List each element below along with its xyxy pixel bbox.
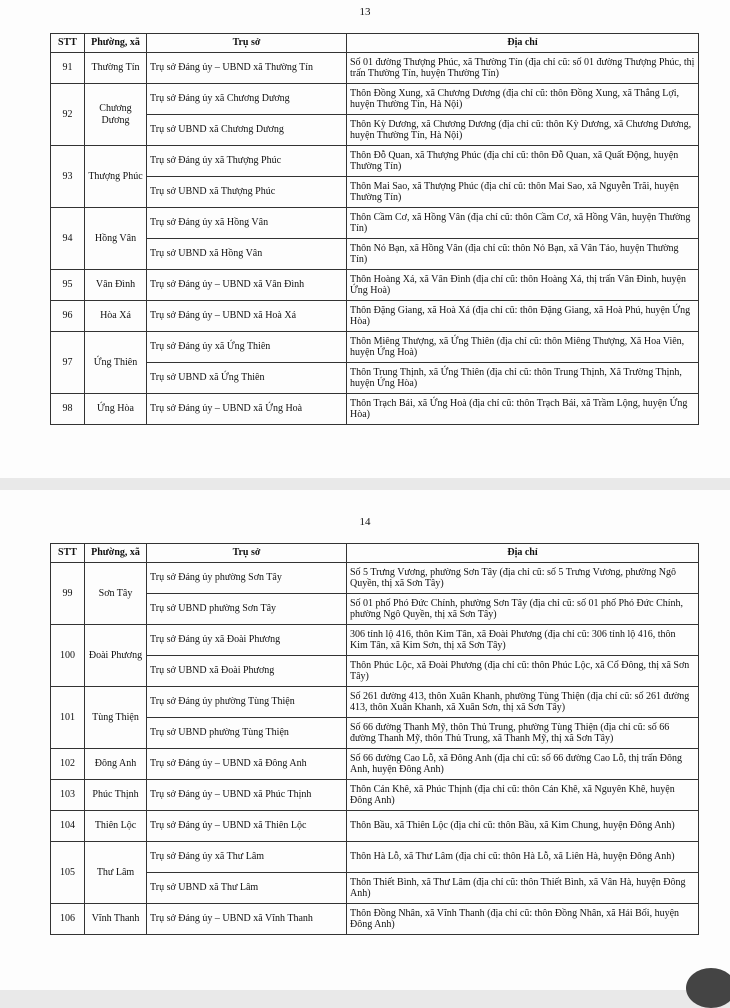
office-name: Trụ sở UBND xã Thư Lâm	[147, 873, 347, 904]
office-name: Trụ sở Đảng ủy – UBND xã Hoà Xá	[147, 301, 347, 332]
row-number: 105	[51, 842, 85, 904]
header-ward: Phường, xã	[85, 544, 147, 563]
table-row	[51, 904, 699, 935]
table-row	[51, 594, 699, 625]
office-name: Trụ sở Đảng ủy – UBND xã Đông Anh	[147, 749, 347, 780]
table-row	[51, 749, 699, 780]
table-row	[51, 656, 699, 687]
ward-name: Hồng Vân	[85, 208, 147, 270]
table-row	[51, 332, 699, 363]
office-name: Trụ sở UBND xã Hồng Vân	[147, 239, 347, 270]
office-name: Trụ sở UBND phường Tùng Thiện	[147, 718, 347, 749]
office-name: Trụ sở Đảng ủy – UBND xã Vĩnh Thanh	[147, 904, 347, 935]
office-address: Thôn Nỏ Bạn, xã Hồng Vân (địa chỉ cũ: thôn Nỏ Bạn, xã Vân Tảo, huyện Thường Tín)	[347, 239, 699, 270]
header-stt: STT	[51, 544, 85, 563]
office-address: Thôn Đặng Giang, xã Hoà Xá (địa chỉ cũ: thôn Đặng Giang, xã Hoà Phú, huyện Ứng Hòa)	[347, 301, 699, 332]
table-row	[51, 177, 699, 208]
row-number: 97	[51, 332, 85, 394]
row-number: 98	[51, 394, 85, 425]
row-number: 93	[51, 146, 85, 208]
header-stt: STT	[51, 34, 85, 53]
office-address-table	[50, 543, 699, 935]
office-address: Thôn Cầm Cơ, xã Hồng Vân (địa chỉ cũ: thôn Cầm Cơ, xã Hồng Vân, huyện Thường Tín)	[347, 208, 699, 239]
ward-name: Tùng Thiện	[85, 687, 147, 749]
office-address-table	[50, 33, 699, 425]
office-address: Thôn Đồng Xung, xã Chương Dương (địa chỉ cũ: thôn Đồng Xung, xã Thắng Lợi, huyện Thường Tín, Hà Nội)	[347, 84, 699, 115]
ward-name: Hòa Xá	[85, 301, 147, 332]
row-number: 99	[51, 563, 85, 625]
office-name: Trụ sở Đảng ủy – UBND xã Ứng Hoà	[147, 394, 347, 425]
office-address: Số 66 đường Thanh Mỹ, thôn Thủ Trung, phường Tùng Thiện (địa chỉ cũ: số 66 đường Thanh Mỹ, thôn Thủ Trung, xã Thanh Mỹ, thị xã Sơn Tây)	[347, 718, 699, 749]
office-name: Trụ sở Đảng ủy xã Hồng Vân	[147, 208, 347, 239]
office-name: Trụ sở UBND xã Chương Dương	[147, 115, 347, 146]
header-office: Trụ sở	[147, 544, 347, 563]
header-office: Trụ sở	[147, 34, 347, 53]
ward-name: Chương Dương	[85, 84, 147, 146]
table-row	[51, 842, 699, 873]
row-number: 106	[51, 904, 85, 935]
office-address: Số 01 phố Phó Đức Chính, phường Sơn Tây (địa chỉ cũ: số 01 phố Phó Đức Chính, phường Ngô Quyền, thị xã Sơn Tây)	[347, 594, 699, 625]
table-row	[51, 718, 699, 749]
table-body	[51, 563, 699, 935]
table-row	[51, 780, 699, 811]
table-row	[51, 625, 699, 656]
header-address: Địa chỉ	[347, 34, 699, 53]
table-row	[51, 563, 699, 594]
office-name: Trụ sở Đảng ủy phường Tùng Thiện	[147, 687, 347, 718]
table-row	[51, 208, 699, 239]
office-address: Thôn Mai Sao, xã Thượng Phúc (địa chỉ cũ: thôn Mai Sao, xã Nguyễn Trãi, huyện Thường Tín)	[347, 177, 699, 208]
table-row	[51, 84, 699, 115]
office-address: Số 01 đường Thượng Phúc, xã Thường Tín (địa chỉ cũ: số 01 đường Thượng Phúc, thị trấn Thường Tín, huyện Thường Tín)	[347, 53, 699, 84]
row-number: 94	[51, 208, 85, 270]
office-name: Trụ sở Đảng ủy xã Thư Lâm	[147, 842, 347, 873]
office-address: Thôn Hà Lỗ, xã Thư Lâm (địa chỉ cũ: thôn Hà Lỗ, xã Liên Hà, huyện Đông Anh)	[347, 842, 699, 873]
office-address: Thôn Trung Thịnh, xã Ứng Thiên (địa chỉ cũ: thôn Trung Thịnh, Xã Trường Thịnh, huyện Ứng Hòa)	[347, 363, 699, 394]
office-name: Trụ sở Đảng ủy xã Ứng Thiên	[147, 332, 347, 363]
ward-name: Vĩnh Thanh	[85, 904, 147, 935]
ward-name: Thường Tín	[85, 53, 147, 84]
office-address: 306 tỉnh lộ 416, thôn Kim Tân, xã Đoài Phương (địa chỉ cũ: 306 tỉnh lộ 416, thôn Kim Tân, xã Kim Sơn, thị xã Sơn Tây)	[347, 625, 699, 656]
ward-name: Thượng Phúc	[85, 146, 147, 208]
table-row	[51, 873, 699, 904]
office-address: Thôn Miêng Thượng, xã Ứng Thiên (địa chỉ cũ: thôn Miêng Thượng, Xã Hoa Viên, huyện Ứng Hoà)	[347, 332, 699, 363]
ward-name: Ứng Hòa	[85, 394, 147, 425]
ward-name: Thư Lâm	[85, 842, 147, 904]
ward-name: Thiên Lộc	[85, 811, 147, 842]
table-row	[51, 394, 699, 425]
page-number: 13	[359, 6, 371, 18]
table-row	[51, 687, 699, 718]
office-address: Số 5 Trưng Vương, phường Sơn Tây (địa chỉ cũ: số 5 Trưng Vương, phường Ngô Quyền, thị xã Sơn Tây)	[347, 563, 699, 594]
office-name: Trụ sở Đảng ủy xã Chương Dương	[147, 84, 347, 115]
row-number: 96	[51, 301, 85, 332]
office-name: Trụ sở UBND phường Sơn Tây	[147, 594, 347, 625]
ward-name: Sơn Tây	[85, 563, 147, 625]
office-address: Thôn Bầu, xã Thiên Lộc (địa chỉ cũ: thôn Bầu, xã Kim Chung, huyện Đông Anh)	[347, 811, 699, 842]
office-address: Thôn Đồng Nhân, xã Vĩnh Thanh (địa chỉ cũ: thôn Đồng Nhân, xã Hải Bối, huyện Đông Anh)	[347, 904, 699, 935]
table-row	[51, 301, 699, 332]
ward-name: Đông Anh	[85, 749, 147, 780]
office-address: Thôn Thiết Bình, xã Thư Lâm (địa chỉ cũ: thôn Thiết Bình, xã Vân Hà, huyện Đông Anh)	[347, 873, 699, 904]
page-number: 14	[359, 516, 371, 528]
ward-name: Đoài Phương	[85, 625, 147, 687]
row-number: 103	[51, 780, 85, 811]
ward-name: Phúc Thịnh	[85, 780, 147, 811]
row-number: 104	[51, 811, 85, 842]
overlay-button[interactable]	[686, 968, 730, 1008]
row-number: 92	[51, 84, 85, 146]
office-address: Số 261 đường 413, thôn Xuân Khanh, phường Tùng Thiện (địa chỉ cũ: số 261 đường 413, thôn Xuân Khanh, xã Xuân Sơn, thị xã Sơn Tây)	[347, 687, 699, 718]
office-name: Trụ sở Đảng ủy xã Thượng Phúc	[147, 146, 347, 177]
row-number: 101	[51, 687, 85, 749]
office-name: Trụ sở Đảng ủy xã Đoài Phương	[147, 625, 347, 656]
document-page-14	[0, 490, 730, 990]
office-name: Trụ sở Đảng ủy – UBND xã Thiên Lộc	[147, 811, 347, 842]
document-page-13	[0, 0, 730, 478]
table-row	[51, 811, 699, 842]
office-name: Trụ sở Đảng ủy – UBND xã Vân Đình	[147, 270, 347, 301]
ward-name: Ứng Thiên	[85, 332, 147, 394]
table-row	[51, 53, 699, 84]
table-row	[51, 115, 699, 146]
office-address: Thôn Kỳ Dương, xã Chương Dương (địa chỉ cũ: thôn Kỳ Dương, xã Chương Dương, huyện Thường Tín, Hà Nội)	[347, 115, 699, 146]
header-ward: Phường, xã	[85, 34, 147, 53]
office-name: Trụ sở UBND xã Đoài Phương	[147, 656, 347, 687]
table-header-row	[51, 34, 699, 53]
office-address: Thôn Cán Khê, xã Phúc Thịnh (địa chỉ cũ: thôn Cán Khê, xã Nguyên Khê, huyện Đông Anh)	[347, 780, 699, 811]
row-number: 91	[51, 53, 85, 84]
table-row	[51, 146, 699, 177]
table-body	[51, 53, 699, 425]
office-address: Thôn Trạch Bái, xã Ứng Hoà (địa chỉ cũ: thôn Trạch Bái, xã Trầm Lộng, huyện Ứng Hòa)	[347, 394, 699, 425]
table-row	[51, 239, 699, 270]
header-address: Địa chỉ	[347, 544, 699, 563]
office-address: Số 66 đường Cao Lỗ, xã Đông Anh (địa chỉ cũ: số 66 đường Cao Lỗ, thị trấn Đông Anh, huyện Đông Anh)	[347, 749, 699, 780]
office-name: Trụ sở UBND xã Thượng Phúc	[147, 177, 347, 208]
office-name: Trụ sở Đảng ủy phường Sơn Tây	[147, 563, 347, 594]
office-address: Thôn Hoàng Xá, xã Vân Đình (địa chỉ cũ: thôn Hoàng Xá, thị trấn Vân Đình, huyện Ứng Hoà)	[347, 270, 699, 301]
office-address: Thôn Phúc Lộc, xã Đoài Phương (địa chỉ cũ: thôn Phúc Lộc, xã Cổ Đông, thị xã Sơn Tây)	[347, 656, 699, 687]
row-number: 102	[51, 749, 85, 780]
ward-name: Vân Đình	[85, 270, 147, 301]
office-name: Trụ sở Đảng ủy – UBND xã Phúc Thịnh	[147, 780, 347, 811]
table-row	[51, 363, 699, 394]
row-number: 100	[51, 625, 85, 687]
office-address: Thôn Đỗ Quan, xã Thượng Phúc (địa chỉ cũ: thôn Đỗ Quan, xã Quất Động, huyện Thường Tín)	[347, 146, 699, 177]
table-header-row	[51, 544, 699, 563]
office-name: Trụ sở UBND xã Ứng Thiên	[147, 363, 347, 394]
row-number: 95	[51, 270, 85, 301]
table-row	[51, 270, 699, 301]
office-name: Trụ sở Đảng ủy – UBND xã Thường Tín	[147, 53, 347, 84]
